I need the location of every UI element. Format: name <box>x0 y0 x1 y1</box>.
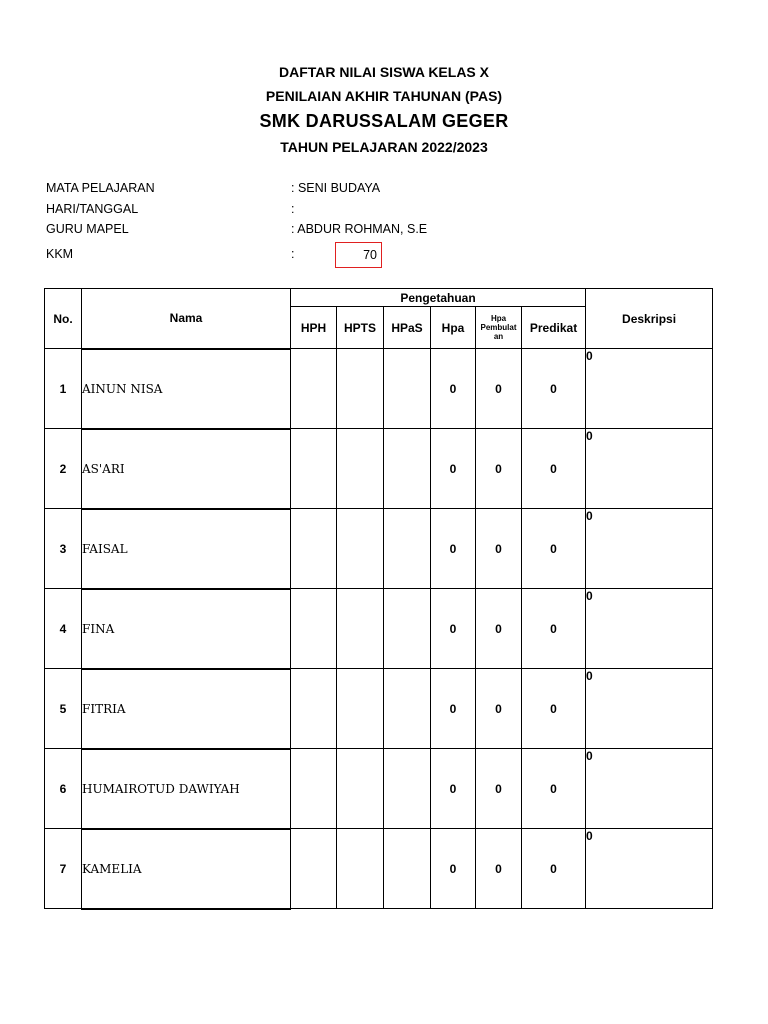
table-row <box>45 509 713 589</box>
row-predikat[interactable]: 0 <box>522 829 586 909</box>
row-nama[interactable]: AINUN NISA <box>82 349 291 429</box>
header-hpa: Hpa <box>431 307 476 349</box>
row-deskripsi[interactable]: 0 <box>586 749 713 829</box>
doc-title-line2: PENILAIAN AKHIR TAHUNAN (PAS) <box>265 88 503 104</box>
header-hpa-pembulatan-line3: an <box>493 332 504 341</box>
table-row <box>45 749 713 829</box>
doc-title-line1: DAFTAR NILAI SISWA KELAS X <box>279 64 489 80</box>
table-row <box>45 589 713 669</box>
row-hpa-bulat[interactable]: 0 <box>476 349 522 429</box>
row-hph[interactable] <box>291 429 337 509</box>
row-predikat[interactable]: 0 <box>522 429 586 509</box>
row-hph[interactable] <box>291 669 337 749</box>
table-row <box>45 429 713 509</box>
row-no: 5 <box>45 669 82 749</box>
row-deskripsi[interactable]: 0 <box>586 669 713 749</box>
table-row <box>45 349 713 429</box>
row-no: 6 <box>45 749 82 829</box>
row-hpas[interactable] <box>384 829 431 909</box>
header-hpts: HPTS <box>337 307 384 349</box>
row-hpts[interactable] <box>337 429 384 509</box>
row-no: 1 <box>45 349 82 429</box>
row-hph[interactable] <box>291 349 337 429</box>
row-nama[interactable]: KAMELIA <box>82 829 291 909</box>
row-hpas[interactable] <box>384 669 431 749</box>
header-no: No. <box>45 289 82 349</box>
row-hpas[interactable] <box>384 749 431 829</box>
row-hpts[interactable] <box>337 509 384 589</box>
row-hpa[interactable]: 0 <box>431 589 476 669</box>
row-hpts[interactable] <box>337 749 384 829</box>
row-deskripsi[interactable]: 0 <box>586 509 713 589</box>
table-row <box>45 829 713 909</box>
header-predikat: Predikat <box>522 307 586 349</box>
row-predikat[interactable]: 0 <box>522 509 586 589</box>
row-hpas[interactable] <box>384 589 431 669</box>
row-nama[interactable]: FAISAL <box>82 509 291 589</box>
school-name: SMK DARUSSALAM GEGER <box>259 111 509 131</box>
header-deskripsi: Deskripsi <box>586 289 713 349</box>
row-nama[interactable]: FINA <box>82 589 291 669</box>
row-hpas[interactable] <box>384 349 431 429</box>
row-nama[interactable]: AS'ARI <box>82 429 291 509</box>
header-hpa-pembulatan <box>476 307 522 349</box>
row-hpa[interactable]: 0 <box>431 669 476 749</box>
header-hpas: HPaS <box>384 307 431 349</box>
header-nama: Nama <box>82 289 291 349</box>
kkm-label: KKM <box>46 247 74 261</box>
row-no: 3 <box>45 509 82 589</box>
row-no: 2 <box>45 429 82 509</box>
grades-table <box>44 288 713 910</box>
header-hph: HPH <box>291 307 337 349</box>
kkm-value[interactable]: 70 <box>335 242 382 268</box>
row-hph[interactable] <box>291 509 337 589</box>
row-hpts[interactable] <box>337 589 384 669</box>
table-row <box>45 669 713 749</box>
row-predikat[interactable]: 0 <box>522 589 586 669</box>
row-predikat[interactable]: 0 <box>522 669 586 749</box>
header-hpa-pembulatan-line2: Pembulat <box>480 323 517 332</box>
row-predikat[interactable]: 0 <box>522 749 586 829</box>
header-pengetahuan: Pengetahuan <box>291 289 586 307</box>
row-hpa-bulat[interactable]: 0 <box>476 669 522 749</box>
row-hpts[interactable] <box>337 829 384 909</box>
row-hpts[interactable] <box>337 669 384 749</box>
row-hpa[interactable]: 0 <box>431 749 476 829</box>
row-no: 7 <box>45 829 82 909</box>
row-hpa[interactable]: 0 <box>431 349 476 429</box>
row-hpa-bulat[interactable]: 0 <box>476 829 522 909</box>
row-no: 4 <box>45 589 82 669</box>
guru-label: GURU MAPEL <box>46 222 129 236</box>
row-deskripsi[interactable]: 0 <box>586 349 713 429</box>
row-hpa-bulat[interactable]: 0 <box>476 509 522 589</box>
row-hph[interactable] <box>291 589 337 669</box>
row-hpa-bulat[interactable]: 0 <box>476 429 522 509</box>
tanggal-label: HARI/TANGGAL <box>46 202 139 216</box>
row-hpa-bulat[interactable]: 0 <box>476 589 522 669</box>
row-hpa[interactable]: 0 <box>431 429 476 509</box>
row-deskripsi[interactable]: 0 <box>586 589 713 669</box>
row-hpts[interactable] <box>337 349 384 429</box>
row-hph[interactable] <box>291 829 337 909</box>
row-deskripsi[interactable]: 0 <box>586 429 713 509</box>
academic-year: TAHUN PELAJARAN 2022/2023 <box>280 139 488 155</box>
row-nama[interactable]: HUMAIROTUD DAWIYAH <box>82 749 291 829</box>
row-nama[interactable]: FITRIA <box>82 669 291 749</box>
mapel-label: MATA PELAJARAN <box>46 181 155 195</box>
row-hpa[interactable]: 0 <box>431 829 476 909</box>
row-hpas[interactable] <box>384 509 431 589</box>
row-deskripsi[interactable]: 0 <box>586 829 713 909</box>
mapel-value: : SENI BUDAYA <box>291 181 381 195</box>
row-hpa-bulat[interactable]: 0 <box>476 749 522 829</box>
row-hph[interactable] <box>291 749 337 829</box>
kkm-colon: : <box>291 247 295 261</box>
header-hpa-pembulatan-line1: Hpa <box>490 314 507 323</box>
tanggal-value: : <box>291 202 295 216</box>
row-hpa[interactable]: 0 <box>431 509 476 589</box>
row-hpas[interactable] <box>384 429 431 509</box>
guru-value: : ABDUR ROHMAN, S.E <box>291 222 428 236</box>
row-predikat[interactable]: 0 <box>522 349 586 429</box>
